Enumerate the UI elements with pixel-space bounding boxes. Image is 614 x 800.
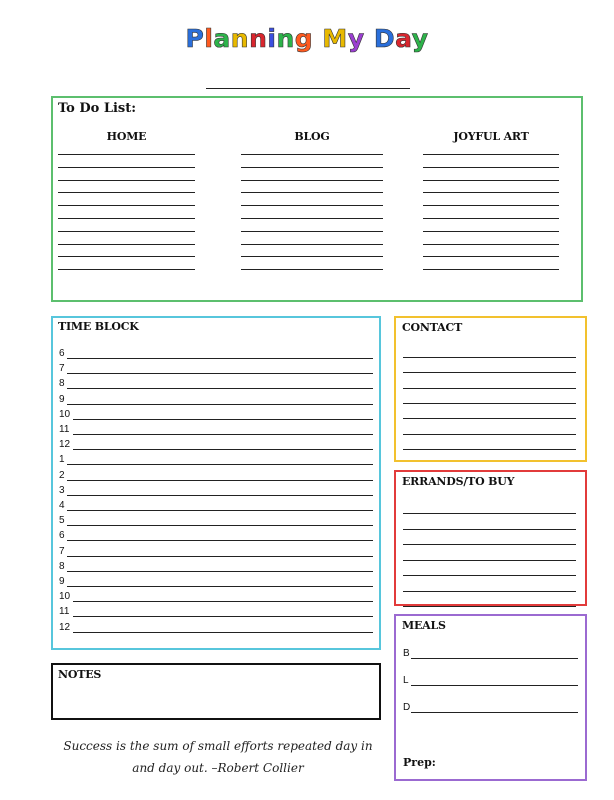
todo-line (58, 180, 195, 181)
contact-line (403, 372, 576, 373)
errands-line (403, 606, 576, 607)
time-block-hour: 6 (59, 530, 65, 542)
meal-line (411, 685, 578, 686)
title-letter: a (395, 24, 412, 53)
todo-line (423, 167, 559, 168)
todo-line (58, 231, 195, 232)
time-block-hour: 3 (59, 484, 65, 496)
errands-box (394, 470, 587, 606)
todo-line (241, 167, 383, 168)
errands-heading: ERRANDS/TO BUY (402, 475, 515, 488)
time-block-line (67, 464, 373, 465)
title-letter: y (347, 24, 365, 53)
time-block-box (51, 316, 381, 650)
contact-line (403, 449, 576, 450)
todo-line (58, 167, 195, 168)
time-block-line (67, 388, 373, 389)
errands-line (403, 529, 576, 530)
time-block-line (73, 601, 373, 602)
title-letter: y (411, 24, 429, 53)
todo-line (241, 244, 383, 245)
todo-line (423, 192, 559, 193)
contact-line (403, 388, 576, 389)
time-block-line (67, 404, 373, 405)
time-block-hour: 9 (59, 576, 65, 587)
todo-column-heading: BLOG (294, 130, 330, 143)
time-block-line (73, 434, 373, 435)
todo-line (58, 218, 195, 219)
errands-line (403, 591, 576, 592)
time-block-hour: 8 (59, 378, 65, 390)
todo-column-heading: HOME (106, 130, 147, 143)
errands-line (403, 575, 576, 576)
time-block-line (67, 373, 373, 374)
title-letter (365, 24, 374, 53)
time-block-heading: TIME BLOCK (58, 320, 139, 333)
time-block-hour: 6 (59, 348, 65, 359)
title-letter: n (276, 24, 295, 53)
contact-box (394, 316, 587, 462)
todo-line (58, 256, 195, 257)
todo-line (241, 218, 383, 219)
meals-heading: MEALS (402, 619, 446, 632)
time-block-line (67, 525, 373, 526)
time-block-line (73, 449, 373, 450)
todo-line (58, 154, 195, 155)
time-block-hour: 11 (59, 606, 70, 618)
page-title (0, 24, 614, 53)
todo-line (423, 154, 559, 155)
todo-line (423, 269, 559, 270)
time-block-line (67, 495, 373, 496)
time-block-line (73, 419, 373, 420)
todo-line (58, 205, 195, 206)
time-block-hour: 5 (59, 515, 65, 527)
title-letter: P (185, 24, 205, 53)
meal-label: B (403, 648, 410, 659)
errands-line (403, 513, 576, 514)
errands-line (403, 560, 576, 561)
time-block-line (73, 616, 373, 617)
time-block-hour: 7 (59, 545, 65, 557)
time-block-hour: 4 (59, 500, 65, 511)
notes-heading: NOTES (58, 668, 102, 681)
time-block-hour: 10 (59, 591, 71, 603)
meal-label: L (403, 675, 409, 686)
todo-line (241, 205, 383, 206)
contact-line (403, 403, 576, 404)
todo-line (58, 244, 195, 245)
time-block-hour: 11 (59, 424, 70, 435)
todo-line (241, 154, 383, 155)
time-block-line (67, 480, 373, 481)
title-letter: M (322, 24, 348, 53)
todo-line (241, 256, 383, 257)
title-letter: i (267, 24, 277, 53)
todo-line (241, 269, 383, 270)
time-block-hour: 10 (59, 408, 71, 420)
todo-line (423, 244, 559, 245)
time-block-line (73, 632, 373, 633)
todo-line (241, 192, 383, 193)
time-block-line (67, 358, 373, 359)
time-block-hour: 2 (59, 469, 65, 481)
todo-heading: To Do List: (58, 101, 137, 116)
contact-heading: CONTACT (402, 321, 463, 334)
time-block-hour: 1 (59, 454, 65, 466)
time-block-hour: 7 (59, 363, 65, 375)
todo-line (241, 231, 383, 232)
time-block-line (67, 540, 373, 541)
todo-line (423, 205, 559, 206)
time-block-line (67, 586, 373, 587)
meal-line (411, 658, 578, 659)
todo-line (423, 218, 559, 219)
todo-line (241, 180, 383, 181)
todo-line (58, 269, 195, 270)
contact-line (403, 434, 576, 435)
errands-line (403, 544, 576, 545)
contact-line (403, 418, 576, 419)
time-block-line (67, 556, 373, 557)
title-letter: g (294, 24, 314, 53)
meal-line (411, 712, 578, 713)
title-letter: l (204, 24, 214, 53)
time-block-hour: 12 (59, 621, 71, 633)
time-block-line (67, 510, 373, 511)
quote-line-2: and day out. –Robert Collier (132, 761, 304, 775)
date-line (206, 88, 410, 89)
title-letter: a (213, 24, 231, 53)
todo-line (58, 192, 195, 193)
time-block-line (67, 571, 373, 572)
title-letter: n (249, 24, 268, 53)
time-block-hour: 12 (59, 439, 71, 451)
title-letter: D (373, 24, 396, 53)
todo-column-heading: JOYFUL ART (453, 130, 529, 143)
todo-line (423, 256, 559, 257)
time-block-hour: 9 (59, 393, 65, 405)
todo-list-box (51, 96, 583, 302)
time-block-hour: 8 (59, 560, 65, 572)
title-letter: n (230, 24, 250, 53)
todo-line (423, 231, 559, 232)
quote (58, 735, 378, 779)
meal-label: D (403, 702, 411, 713)
contact-line (403, 357, 576, 358)
quote-line-1: Success is the sum of small efforts repeated day in (63, 739, 373, 753)
meals-prep-label: Prep: (403, 756, 436, 769)
todo-line (423, 180, 559, 181)
